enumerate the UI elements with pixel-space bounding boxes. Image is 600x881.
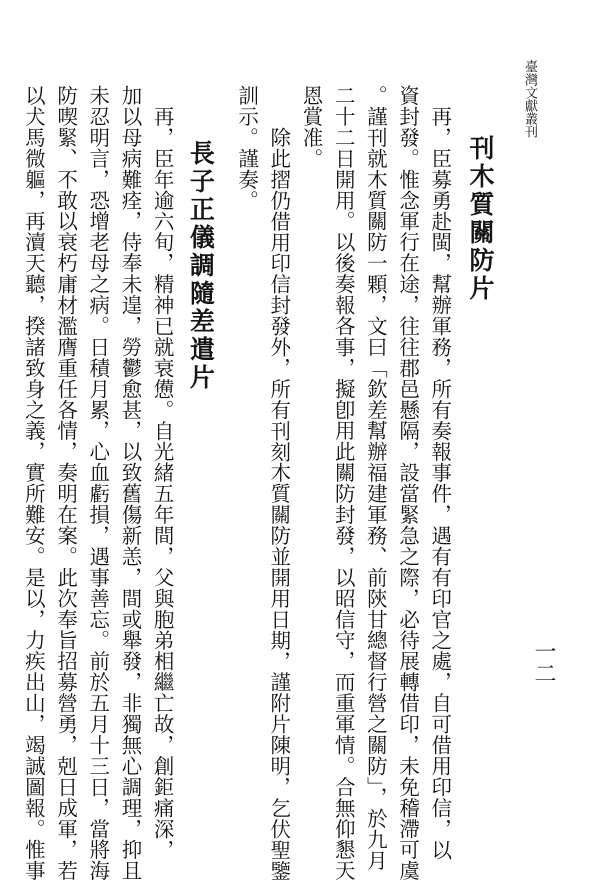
text-column: 再，臣年逾六旬，精神已就衰憊。自光緒五年間，父與胞弟相繼亡故，創鉅痛深， [150,106,175,861]
text-column: 加以母病難痊，侍奉未遑，勞鬱愈甚，以致舊傷新恙，間或舉發，非獨無心調理，抑且 [117,85,142,881]
text-column: 以犬馬微軀，再瀆天聽，揆諸致身之義，實所難安。是以，力疾出山，竭誠圖報。惟事 [21,85,46,881]
text-column: 防喫緊、不敢以衰朽庸材濫膺重任各情，奏明在案。此次奉旨招募營勇，剋日成軍，若 [53,85,78,881]
text-column: 資封發。惟念軍行在途，往往郡邑懸隔，設當緊急之際，必待展轉借印，未免稽滯可虞 [395,85,420,881]
text-column: 未忍明言，恐增老母之病。日積月累，心血虧損，遇事善忘。前於五月十三日，當將海 [85,85,110,881]
text-column: 訓示。謹奏。 [234,85,259,211]
text-column: 再，臣募勇赴閩，幫辦軍務，所有奏報事件，遇有有印官之處，自可借用印信，以 [427,106,452,861]
series-header: 臺灣文獻叢刊 [522,60,537,138]
text-column: 二十二日開用。以後奏報各事，擬卽用此關防封發，以昭信守，而重軍情。合無仰懇天 [331,85,356,881]
page-number: 一二 [531,640,556,684]
vertical-text-block [17,85,496,881]
text-column: 。謹刊就木質關防一顆，文曰「欽差幫辦福建軍務、前陝甘總督行營之關防」，於九月 [363,85,388,871]
section-title: 長子正儀調隨差遣片 [186,140,216,392]
text-column: 恩賞准。 [298,85,323,169]
section-title: 刊木質關防片 [466,135,495,303]
text-column: 除此摺仍借用印信封發外，所有刊刻木質關防並開用日期，謹附片陳明，乞伏聖鑒 [266,127,291,881]
